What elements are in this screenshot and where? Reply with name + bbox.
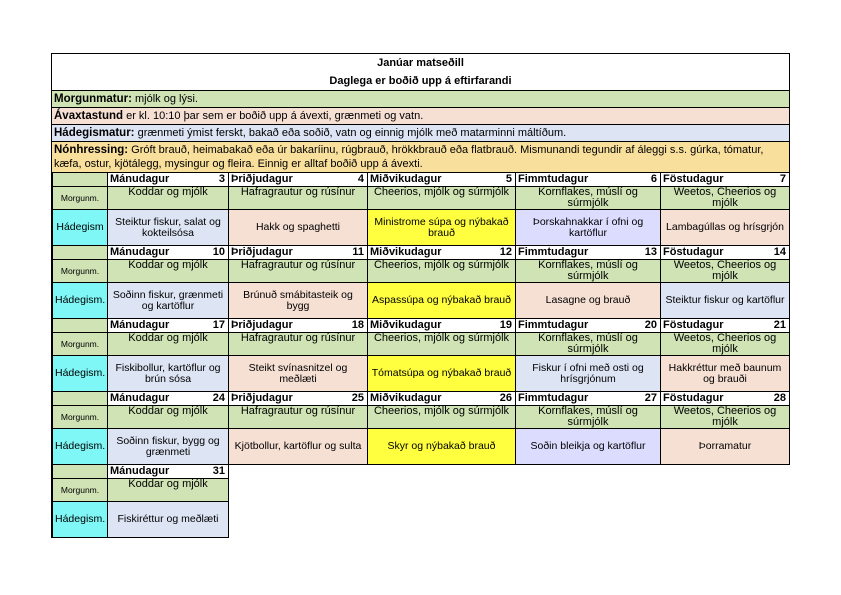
day-number: 18 xyxy=(347,319,368,333)
lunch-cell: Aspassúpa og nýbakað brauð xyxy=(368,283,516,319)
lunch-row-label: Hádegism. xyxy=(53,283,108,319)
day-number: 13 xyxy=(640,246,661,260)
lunch-cell: Þorramatur xyxy=(661,429,790,465)
empty-cell xyxy=(229,502,368,538)
empty-cell xyxy=(516,465,661,479)
day-name: Mánudagur xyxy=(108,319,208,333)
day-number: 3 xyxy=(208,173,229,187)
lunch-cell: Ministrome súpa og nýbakað brauð xyxy=(368,210,516,246)
lunch-cell: Lasagne og brauð xyxy=(516,283,661,319)
lunch-row-label: Hádegism. xyxy=(53,502,108,538)
day-number: 7 xyxy=(770,173,790,187)
day-name: Fimmtudagur xyxy=(516,319,640,333)
day-name: Fimmtudagur xyxy=(516,173,640,187)
day-number: 21 xyxy=(770,319,790,333)
info-row xyxy=(52,90,789,107)
info-text: mjólk og lýsi. xyxy=(131,93,198,105)
day-number: 17 xyxy=(208,319,229,333)
lunch-cell: Hakk og spaghetti xyxy=(229,210,368,246)
info-row xyxy=(52,141,789,172)
breakfast-cell: Weetos, Cheerios og mjólk xyxy=(661,406,790,429)
breakfast-cell: Weetos, Cheerios og mjólk xyxy=(661,333,790,356)
empty-cell xyxy=(229,479,368,502)
day-number: 28 xyxy=(770,392,790,406)
breakfast-row-label: Morgunm. xyxy=(53,406,108,429)
info-label: Ávaxtastund xyxy=(54,110,124,122)
day-number: 4 xyxy=(347,173,368,187)
breakfast-cell: Kornflakes, múslí og súrmjólk xyxy=(516,406,661,429)
info-row xyxy=(52,107,789,124)
breakfast-cell: Kornflakes, múslí og súrmjólk xyxy=(516,187,661,210)
breakfast-cell: Koddar og mjólk xyxy=(108,333,229,356)
day-number: 5 xyxy=(495,173,516,187)
blank-label xyxy=(53,246,108,260)
info-row xyxy=(52,124,789,141)
day-number: 12 xyxy=(495,246,516,260)
breakfast-cell: Weetos, Cheerios og mjólk xyxy=(661,187,790,210)
day-name: Mánudagur xyxy=(108,246,208,260)
day-number: 10 xyxy=(208,246,229,260)
lunch-cell: Þorskahnakkar í ofni og kartöflur xyxy=(516,210,661,246)
day-number: 25 xyxy=(347,392,368,406)
menu-table xyxy=(52,172,790,538)
day-name: Miðvikudagur xyxy=(368,173,495,187)
day-name: Fimmtudagur xyxy=(516,246,640,260)
lunch-cell: Steiktur fiskur og kartöflur xyxy=(661,283,790,319)
day-name: Fimmtudagur xyxy=(516,392,640,406)
day-name: Föstudagur xyxy=(661,246,770,260)
empty-cell xyxy=(661,502,790,538)
breakfast-row-label: Morgunm. xyxy=(53,187,108,210)
blank-label xyxy=(53,392,108,406)
empty-cell xyxy=(368,465,516,479)
day-name: Föstudagur xyxy=(661,319,770,333)
lunch-cell: Soðin bleikja og kartöflur xyxy=(516,429,661,465)
lunch-cell: Steiktur fiskur, salat og kokteilsósa xyxy=(108,210,229,246)
breakfast-cell: Cheerios, mjólk og súrmjólk xyxy=(368,406,516,429)
breakfast-cell: Hafragrautur og rúsínur xyxy=(229,260,368,283)
day-number: 14 xyxy=(770,246,790,260)
breakfast-cell: Weetos, Cheerios og mjólk xyxy=(661,260,790,283)
lunch-cell: Fiskiréttur og meðlæti xyxy=(108,502,229,538)
day-name: Miðvikudagur xyxy=(368,392,495,406)
breakfast-row-label: Morgunm. xyxy=(53,479,108,502)
day-name: Mánudagur xyxy=(108,173,208,187)
empty-cell xyxy=(229,465,368,479)
day-number: 24 xyxy=(208,392,229,406)
day-name: Þriðjudagur xyxy=(229,319,347,333)
day-number: 20 xyxy=(640,319,661,333)
day-name: Þriðjudagur xyxy=(229,246,347,260)
empty-cell xyxy=(661,479,790,502)
menu-subtitle: Daglega er boðið upp á eftirfarandi xyxy=(329,75,512,87)
info-label: Nónhressing: xyxy=(54,144,129,156)
breakfast-cell: Cheerios, mjólk og súrmjólk xyxy=(368,260,516,283)
breakfast-cell: Koddar og mjólk xyxy=(108,479,229,502)
info-label: Hádegismatur: xyxy=(54,127,135,139)
breakfast-row-label: Morgunm. xyxy=(53,333,108,356)
breakfast-row-label: Morgunm. xyxy=(53,260,108,283)
empty-cell xyxy=(516,479,661,502)
lunch-cell: Tómatsúpa og nýbakað brauð xyxy=(368,356,516,392)
lunch-cell: Soðinn fiskur, bygg og grænmeti xyxy=(108,429,229,465)
day-name: Mánudagur xyxy=(108,465,208,479)
day-number: 27 xyxy=(640,392,661,406)
info-text: er kl. 10:10 þar sem er boðið upp á ávexti, grænmeti og vatn. xyxy=(123,110,424,122)
info-text: grænmeti ýmist ferskt, bakað eða soðið, vatn og einnig mjólk með matarminni máltíðum. xyxy=(134,127,567,139)
blank-label xyxy=(53,465,108,479)
empty-cell xyxy=(368,502,516,538)
lunch-cell: Fiskibollur, kartöflur og brún sósa xyxy=(108,356,229,392)
breakfast-cell: Koddar og mjólk xyxy=(108,187,229,210)
day-number: 19 xyxy=(495,319,516,333)
lunch-cell: Steikt svínasnitzel og meðlæti xyxy=(229,356,368,392)
lunch-row-label: Hádegism xyxy=(53,210,108,246)
info-text: Gróft brauð, heimabakað eða úr bakaríinu, rúgbrauð, hrökkbrauð eða flatbrauð. Mismunandi tegundir af áleggi s.s. gúrka, tómatur, kæfa, ostur, kjötálegg, mysingur og fleira. Einnig er alltaf boðið upp á ávexti. xyxy=(54,144,764,170)
lunch-cell: Kjötbollur, kartöflur og sulta xyxy=(229,429,368,465)
blank-label xyxy=(53,173,108,187)
breakfast-cell: Kornflakes, múslí og súrmjólk xyxy=(516,260,661,283)
lunch-cell: Brúnuð smábitasteik og bygg xyxy=(229,283,368,319)
day-name: Þriðjudagur xyxy=(229,173,347,187)
lunch-cell: Fiskur í ofni með osti og hrísgrjónum xyxy=(516,356,661,392)
breakfast-cell: Cheerios, mjólk og súrmjólk xyxy=(368,187,516,210)
lunch-row-label: Hádegism. xyxy=(53,429,108,465)
day-name: Föstudagur xyxy=(661,392,770,406)
day-number: 11 xyxy=(347,246,368,260)
day-name: Þriðjudagur xyxy=(229,392,347,406)
info-section xyxy=(52,90,789,172)
breakfast-cell: Koddar og mjólk xyxy=(108,406,229,429)
lunch-cell: Hakkréttur með baunum og brauði xyxy=(661,356,790,392)
breakfast-cell: Koddar og mjólk xyxy=(108,260,229,283)
empty-cell xyxy=(516,502,661,538)
day-name: Mánudagur xyxy=(108,392,208,406)
day-name: Föstudagur xyxy=(661,173,770,187)
breakfast-cell: Kornflakes, múslí og súrmjólk xyxy=(516,333,661,356)
breakfast-cell: Hafragrautur og rúsínur xyxy=(229,187,368,210)
day-name: Miðvikudagur xyxy=(368,319,495,333)
empty-cell xyxy=(368,479,516,502)
menu-title: Janúar matseðill xyxy=(377,57,464,69)
lunch-cell: Skyr og nýbakað brauð xyxy=(368,429,516,465)
breakfast-cell: Hafragrautur og rúsínur xyxy=(229,406,368,429)
lunch-row-label: Hádegism. xyxy=(53,356,108,392)
breakfast-cell: Hafragrautur og rúsínur xyxy=(229,333,368,356)
day-number: 31 xyxy=(208,465,229,479)
lunch-cell: Lambagúllas og hrísgrjón xyxy=(661,210,790,246)
menu-sheet xyxy=(51,53,790,538)
day-number: 26 xyxy=(495,392,516,406)
lunch-cell: Soðinn fiskur, grænmeti og kartöflur xyxy=(108,283,229,319)
day-name: Miðvikudagur xyxy=(368,246,495,260)
day-number: 6 xyxy=(640,173,661,187)
blank-label xyxy=(53,319,108,333)
empty-cell xyxy=(661,465,790,479)
breakfast-cell: Cheerios, mjólk og súrmjólk xyxy=(368,333,516,356)
info-label: Morgunmatur: xyxy=(54,93,132,105)
